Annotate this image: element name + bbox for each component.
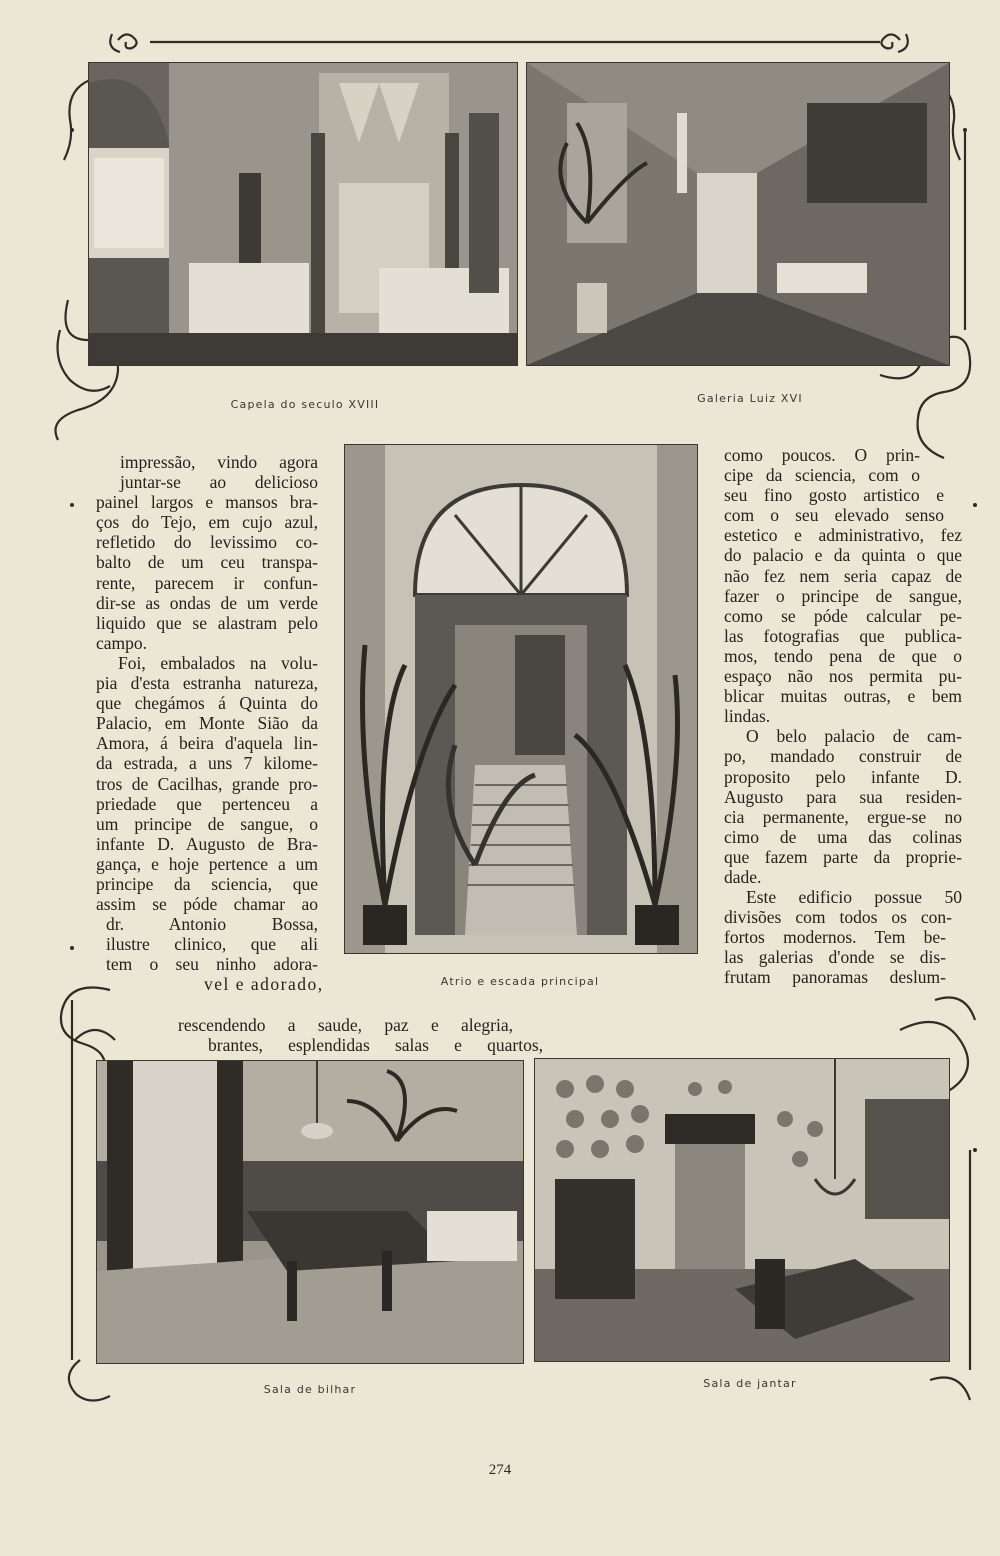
text-line: que chegámos á Quinta do <box>96 693 318 714</box>
text-line: impressão, vindo agora <box>120 452 318 472</box>
photo-galeria <box>526 62 950 366</box>
text-line: dir-se as ondas de um verde <box>96 592 318 613</box>
text-line: mos, tendo pena de que o <box>724 645 962 666</box>
text-line: com o seu elevado senso <box>724 505 944 526</box>
text-line: como se póde calcular pe- <box>724 605 962 626</box>
text-line: priedade que pertenceu a <box>96 793 318 814</box>
text-line: do palacio e da quinta o que <box>724 545 962 566</box>
text-line: tem o seu ninho adora- <box>106 954 318 975</box>
text-line: blicar muitas outras, e bem <box>724 686 962 707</box>
text-line: não fez nem seria capaz de <box>724 565 962 586</box>
photo-capela <box>88 62 518 366</box>
page-number: 274 <box>488 1462 512 1478</box>
text-line: O belo palacio de cam- <box>746 726 962 747</box>
text-line: tros de Cacilhas, grande pro- <box>96 773 318 794</box>
text-line: las galerias d'onde se dis- <box>724 947 946 968</box>
text-line: cimo de uma das colinas <box>724 826 962 847</box>
text-line: Palacio, em Monte Sião da <box>96 713 318 734</box>
text-line: pia d'esta estranha natureza, <box>96 673 318 694</box>
text-line: juntar-se ao delicioso <box>120 472 318 493</box>
bottom-text-line <box>178 1015 878 1055</box>
text-line: Amora, á beira d'aquela lin- <box>96 733 318 754</box>
text-line: liquido que se alastram pelo <box>96 612 318 633</box>
text-line: ços do Tejo, em cujo azul, <box>96 512 318 533</box>
text-line: balto de um ceu transpa- <box>96 552 318 573</box>
text-line: seu fino gosto artistico e <box>724 485 944 506</box>
text-line: Este edificio possue 50 <box>746 887 962 908</box>
text-line: po, mandado construir de <box>724 746 962 767</box>
text-line: como poucos. O prin- <box>724 445 920 465</box>
caption-capela: Capela do seculo XVIII <box>230 398 380 411</box>
text-line: ilustre clinico, que ali <box>106 934 318 955</box>
text-line: fazer o principe de sangue, <box>724 585 962 606</box>
text-line: proposito pelo infante D. <box>724 766 962 787</box>
text-line: divisões com todos os con- <box>724 907 952 928</box>
text-line: principe da sciencia, que <box>96 873 318 894</box>
text-line: refletido do levissimo co- <box>96 532 318 553</box>
text-line: cipe da sciencia, com o <box>724 465 920 486</box>
text-line: frutam panoramas deslum- <box>724 967 946 988</box>
left-text-column <box>96 452 324 995</box>
bottom-line-left: rescendendo a saude, paz e alegria, <box>178 1015 513 1035</box>
text-line: Foi, embalados na volu- <box>118 652 318 673</box>
text-line: rente, parecem ir confun- <box>96 572 318 593</box>
text-line: da estrada, a uns 7 kilome- <box>96 753 318 774</box>
text-line: um principe de sangue, o <box>96 813 318 834</box>
text-line: Augusto para sua residen- <box>724 786 962 807</box>
text-line: espaço não nos permita pu- <box>724 666 962 687</box>
right-text-column <box>724 445 962 988</box>
text-line: campo. <box>96 632 148 653</box>
text-line: gança, e hoje pertence a um <box>96 853 318 874</box>
photo-sala-bilhar <box>96 1060 524 1364</box>
text-line: painel largos e mansos bra- <box>96 492 318 513</box>
photo-sala-jantar <box>534 1058 950 1362</box>
text-line: que fazem parte da proprie- <box>724 846 962 867</box>
text-line: assim se póde chamar ao <box>96 894 318 915</box>
text-line: lindas. <box>724 706 771 727</box>
text-line: estetico e administrativo, fez <box>724 525 962 546</box>
photo-atrio <box>344 444 698 954</box>
bottom-line-right: brantes, esplendidas salas e quartos, <box>208 1035 543 1056</box>
text-line: las fotografias que publica- <box>724 625 962 646</box>
caption-atrio: Atrio e escada principal <box>440 975 600 988</box>
caption-galeria: Galeria Luiz XVI <box>697 392 803 405</box>
text-line: dade. <box>724 866 762 887</box>
text-line: vel e adorado, <box>204 974 324 995</box>
caption-bilhar: Sala de bilhar <box>263 1383 357 1396</box>
text-line: cia permanente, ergue-se no <box>724 806 962 827</box>
caption-jantar: Sala de jantar <box>703 1377 797 1390</box>
text-line: infante D. Augusto de Bra- <box>96 833 318 854</box>
text-line: fortos modernos. Tem be- <box>724 927 946 948</box>
text-line: dr. Antonio Bossa, <box>106 914 318 935</box>
